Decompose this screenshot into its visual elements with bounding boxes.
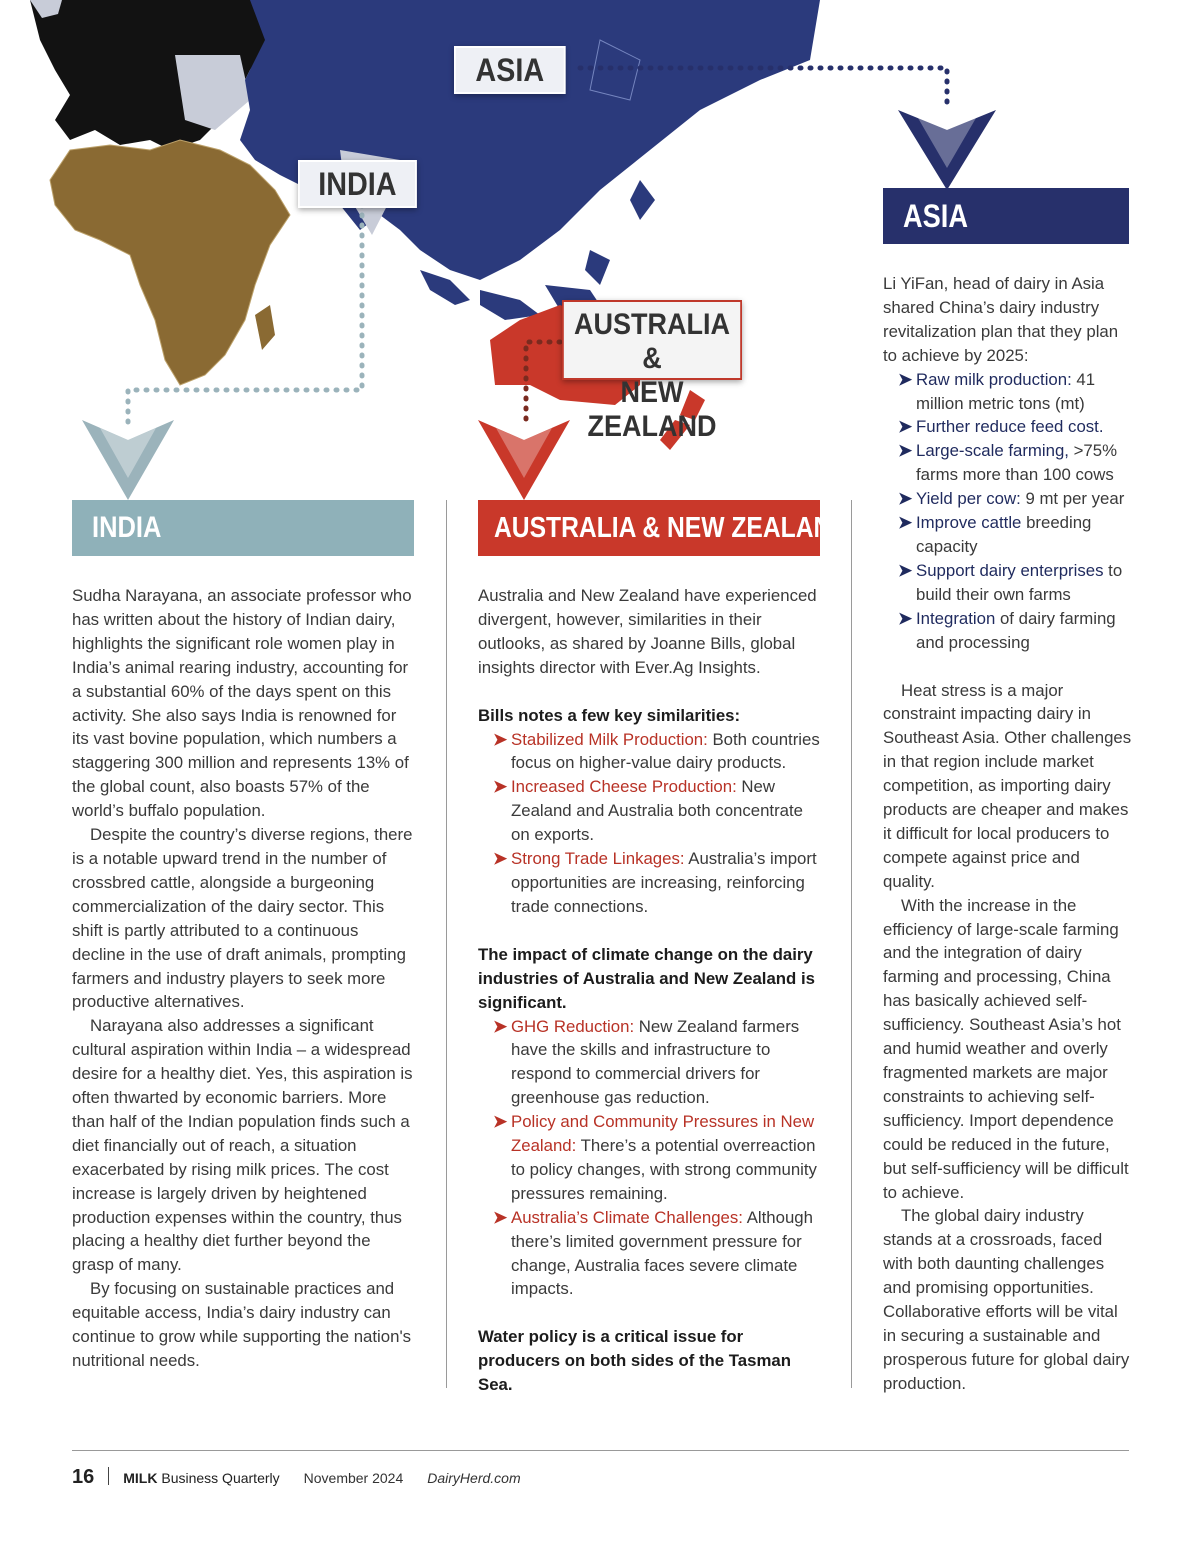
paragraph: By focusing on sustainable practices and equitable access, India’s dairy industry can continue to grow while supporting the nation's nutritional needs.: [72, 1279, 412, 1370]
lead-text: Water policy is a critical issue for producers on both sides of the Tasman Sea.: [478, 1327, 791, 1395]
list-item: [493, 775, 824, 847]
item-highlight: Improve cattle: [916, 513, 1022, 533]
item-highlight: Increased Cheese Production:: [511, 777, 737, 797]
paragraph: Li YiFan, head of dairy in Asia shared China’s dairy industry revitalization plan that they plan to achieve by 2025:: [883, 274, 1119, 365]
arrow-icon: ➤: [898, 560, 913, 580]
paragraph: Despite the country’s diverse regions, there is a notable upward trend in the number of crossbred cattle, alongside a burgeoning commercialization of the dairy sector. This shift is partly attributed to a continuous decline in the use of draft animals, prompting farmers and industry players to seek more productive alternatives.: [72, 825, 413, 1012]
arrow-icon: ➤: [898, 608, 913, 628]
plan-list: [883, 368, 1133, 655]
footer-rule: [72, 1450, 1129, 1451]
map-label-anz-line2: NEW ZEALAND: [587, 376, 717, 443]
arrow-icon: ➤: [898, 441, 913, 461]
item-text: There’s a potential overreaction to policy changes, with strong community pressures remaining.: [511, 1136, 817, 1203]
arrow-icon: ➤: [493, 729, 508, 749]
list-item: [898, 607, 1133, 655]
column-divider: [446, 500, 447, 1388]
arrow-icon: ➤: [898, 513, 913, 533]
list-item: [898, 415, 1133, 439]
item-text: 41 million metric tons (mt): [916, 369, 1096, 413]
publication-subtitle: Business Quarterly: [161, 1470, 280, 1486]
lead-text: Bills notes a few key similarities:: [478, 705, 741, 725]
item-text: Australia’s import opportunities are increasing, reinforcing trade connections.: [511, 849, 817, 916]
arrow-icon: ➤: [493, 1207, 508, 1227]
anz-column: [478, 584, 824, 1397]
paragraph: Narayana also addresses a significant cultural aspiration within India – a widespread desire for a healthy diet. Yes, this aspiration is often thwarted by economic barriers. More than half of the Indian population finds such a diet financially out of reach, a situation exacerbated by rising milk prices. The cost increase is largely driven by heightened production expenses within the country, thus placing a healthy diet further beyond the grasp of many.: [72, 1016, 413, 1275]
item-highlight: Integration: [916, 608, 996, 628]
list-item: [493, 728, 824, 776]
item-highlight: Strong Trade Linkages:: [511, 849, 685, 869]
india-heading-text: INDIA: [92, 511, 162, 544]
paragraph: Australia and New Zealand have experienced divergent, however, similarities in their outlooks, as shared by Joanne Bills, global insights director with Ever.Ag Insights.: [478, 586, 817, 677]
item-text: breeding capacity: [916, 513, 1092, 556]
list-item: [493, 847, 824, 919]
item-highlight: Stabilized Milk Production:: [511, 729, 708, 749]
lead-text: The impact of climate change on the dairy industries of Australia and New Zealand is significant.: [478, 944, 815, 1012]
item-text: to build their own farms: [916, 560, 1123, 604]
chevron-down-icon: [898, 110, 996, 190]
paragraph: Sudha Narayana, an associate professor who has written about the history of Indian dairy, highlights the significant role women play in India’s animal rearing industry, accounting for a substantial 60% of the days spent on this activity. She also says India is renowned for its vast bovine population, which numbers a staggering 300 million and represents 13% of the global count, also boasts 57% of the world’s buffalo population.: [72, 586, 412, 821]
list-item: [898, 487, 1133, 511]
item-highlight: GHG Reduction:: [511, 1016, 635, 1036]
paragraph: The global dairy industry stands at a crossroads, faced with both daunting challenges and promising opportunities. Collaborative efforts will be vital in securing a sustainable and prosperous future for global dairy production.: [883, 1206, 1130, 1393]
map-label-india: INDIA: [298, 160, 417, 208]
arrow-icon: ➤: [898, 417, 913, 437]
chevron-down-icon: [478, 420, 570, 500]
item-highlight: Australia’s Climate Challenges:: [511, 1207, 743, 1227]
item-highlight: Support dairy enterprises: [916, 560, 1104, 580]
item-text: Although there’s limited government pressure for change, Australia faces severe climate impacts.: [511, 1207, 813, 1299]
map-label-anz-line1: AUSTRALIA &: [573, 308, 730, 375]
column-divider: [851, 500, 852, 1388]
paragraph: With the increase in the efficiency of large-scale farming and the integration of dairy farming and processing, China has basically achieved self-sufficiency. Southeast Asia’s hot and humid weather and overly fragmented markets are major constraints to achieving self-sufficiency. Import dependence could be reduced in the future, but self-sufficiency will be difficult to achieve.: [883, 895, 1129, 1202]
arrow-icon: ➤: [493, 777, 508, 797]
paragraph: Heat stress is a major constraint impacting dairy in Southeast Asia. Other challenges in that region include market competition, as importing dairy products are cheaper and makes it difficult for local producers to compete against price and quality.: [883, 680, 1132, 891]
list-item: [898, 511, 1133, 559]
item-highlight: Further reduce feed cost.: [916, 417, 1104, 437]
item-text: New Zealand and Australia both concentrate on exports.: [511, 777, 804, 845]
list-item: [898, 559, 1133, 607]
list-item: [898, 368, 1133, 416]
anz-heading-text: AUSTRALIA & NEW ZEALAND: [494, 512, 850, 544]
similarities-list: [478, 728, 824, 919]
india-heading: [72, 500, 414, 556]
website-link[interactable]: DairyHerd.com: [427, 1470, 521, 1486]
chevron-down-icon: [82, 420, 174, 500]
page-number: 16: [72, 1466, 95, 1488]
asia-region: [240, 0, 820, 280]
asia-heading: [883, 188, 1129, 244]
item-text: Both countries focus on higher-value dairy products.: [511, 729, 820, 773]
issue-date: November 2024: [303, 1470, 404, 1486]
africa-region: [50, 140, 290, 385]
map-label-asia: ASIA: [454, 46, 566, 94]
item-highlight: Raw milk production:: [916, 369, 1072, 389]
list-item: [493, 1110, 824, 1206]
arrow-icon: ➤: [493, 1112, 508, 1132]
publication-name: MILK: [123, 1470, 158, 1486]
map-label-anz: [562, 300, 742, 443]
arrow-icon: ➤: [493, 849, 508, 869]
list-item: [493, 1015, 824, 1111]
item-text: of dairy farming and processing: [916, 608, 1116, 652]
arrow-icon: ➤: [898, 369, 913, 389]
page-footer: [72, 1466, 521, 1489]
arrow-icon: ➤: [898, 489, 913, 509]
climate-list: [478, 1015, 824, 1302]
item-highlight: Yield per cow:: [916, 489, 1021, 509]
list-item: [898, 439, 1133, 487]
item-highlight: Large-scale farming,: [916, 441, 1069, 461]
list-item: [493, 1206, 824, 1302]
item-highlight: Policy and Community Pressures in New Zealand:: [511, 1112, 815, 1156]
asia-column: [883, 272, 1133, 1396]
item-text: New Zealand farmers have the skills and infrastructure to respond to commercial drivers for greenhouse gas reduction.: [511, 1016, 800, 1108]
india-column: [72, 584, 416, 1373]
item-text: 9 mt per year: [1020, 489, 1125, 509]
asia-heading-text: ASIA: [903, 198, 968, 234]
item-text: >75% farms more than 100 cows: [916, 441, 1118, 485]
anz-heading: [478, 500, 850, 556]
footer-separator: [108, 1467, 109, 1485]
arrow-icon: ➤: [493, 1016, 508, 1036]
